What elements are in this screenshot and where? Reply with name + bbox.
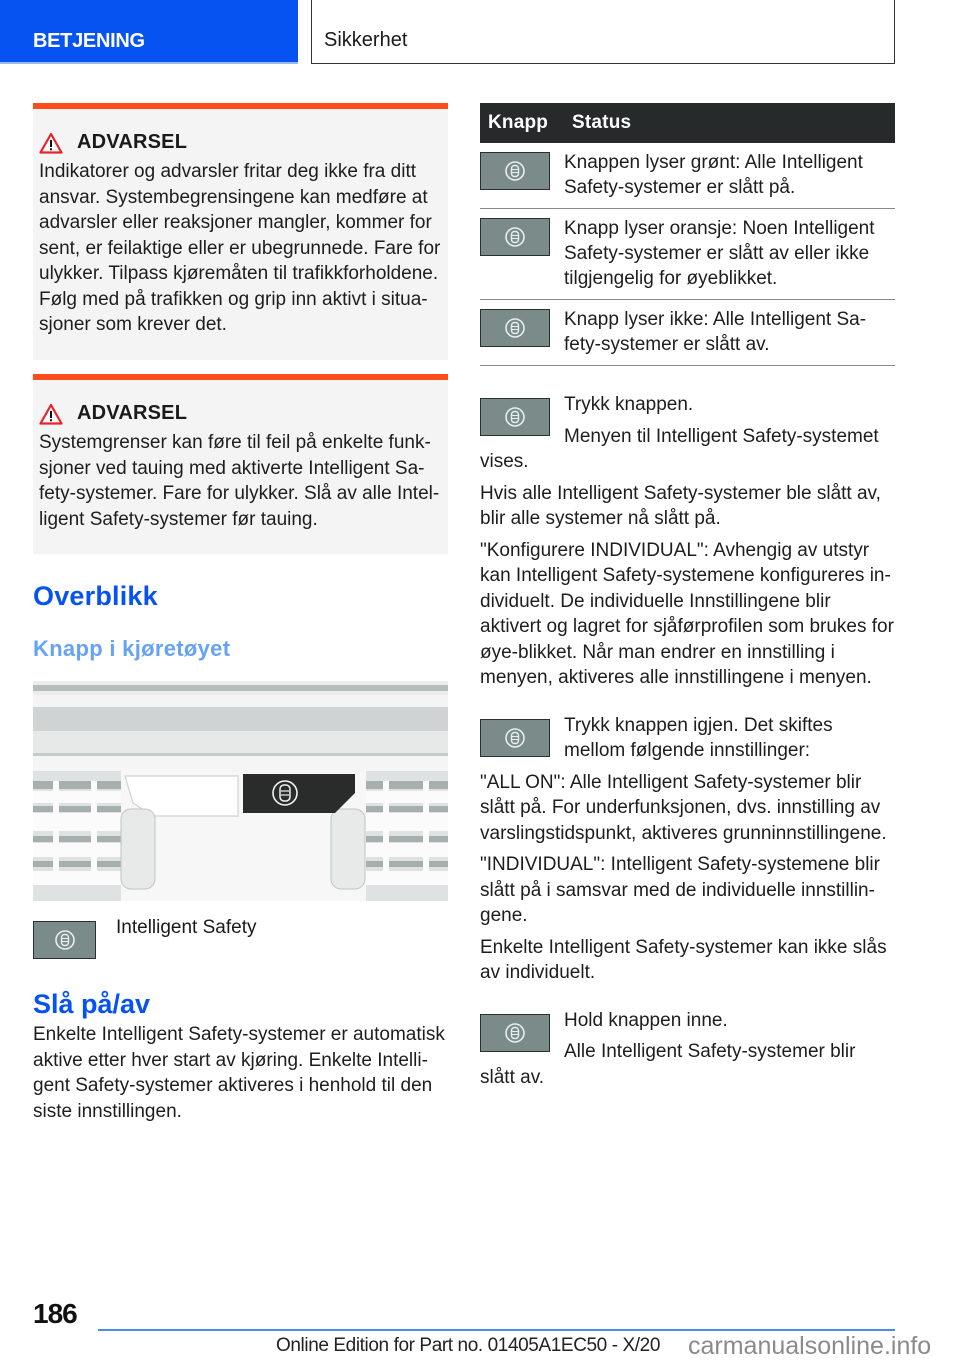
table-row bbox=[480, 209, 895, 300]
table-row bbox=[480, 143, 895, 209]
intelligent-safety-label: Intelligent Safety bbox=[116, 917, 257, 938]
column-header-status: Status bbox=[564, 103, 895, 143]
warning-title: ADVARSEL bbox=[77, 402, 188, 424]
paragraph: "Konfigurere INDIVIDUAL": Avhengig av utstyr kan Intelligent Safety-systemene konfigureres in-dividuelt. De individuelle Innstillingene blir aktivert og lagret for sjåførprofilen som brukes for øye-blikket. Når man endrer en innstilling i menyen, aktiveres alle innstillingene i menyen. bbox=[480, 539, 894, 688]
section-title: BETJENING bbox=[33, 30, 145, 52]
warning-header bbox=[39, 131, 442, 154]
right-column bbox=[480, 103, 895, 1090]
table-header-row bbox=[480, 103, 895, 143]
step-press-button bbox=[480, 392, 895, 475]
paragraph: Hvis alle Intelligent Safety-systemer ble slått av, blir alle systemer nå slått på. bbox=[480, 482, 881, 529]
intelligent-safety-button-icon bbox=[480, 218, 550, 256]
step-result: Alle Intelligent Safety-systemer blir slått av. bbox=[480, 1041, 856, 1088]
on-off-heading: Slå på/av bbox=[33, 989, 151, 1019]
warning-text: Indikatorer og advarsler fritar deg ikke fra ditt ansvar. Systembegrensingene kan medføre at advarsler eller reaksjoner mangler, kommer for sent, er feilaktige eller er ubegrunnede. Fare for ulykker. Tilpass kjøremåten til trafikkforholdene. Følg med på trafikken og grip inn aktivt i situa-sjoner som krever det. bbox=[39, 161, 441, 335]
watermark-link[interactable]: carmanualsonline.info bbox=[688, 1332, 932, 1360]
step-hold-button bbox=[480, 1008, 895, 1091]
icon-legend bbox=[33, 917, 448, 959]
intelligent-safety-button-icon bbox=[480, 398, 550, 436]
column-header-button: Knapp bbox=[480, 103, 564, 143]
footer-divider bbox=[98, 1329, 895, 1331]
warning-triangle-icon bbox=[39, 132, 63, 154]
table-row bbox=[480, 300, 895, 366]
edition-text: Online Edition for Part no. 01405A1EC50 - X/20 bbox=[276, 1335, 661, 1356]
warning-text: Systemgrenser kan føre til feil på enkelte funk-sjoner ved tauing med aktiverte Intelligent Sa-fety-systemer. Fare for ulykker. Slå av alle Intel-ligent Safety-systemer før tauing. bbox=[39, 432, 440, 530]
status-text: Knapp lyser ikke: Alle Intelligent Sa-fety-systemer er slått av. bbox=[564, 300, 895, 366]
status-table bbox=[480, 103, 895, 366]
warning-box bbox=[33, 103, 448, 360]
warning-box bbox=[33, 374, 448, 554]
status-text: Knapp lyser oransje: Noen Intelligent Safety-systemer er slått av eller ikke tilgjengelig for øyeblikket. bbox=[564, 209, 895, 300]
on-off-text: Enkelte Intelligent Safety-systemer er automatisk aktive etter hver start av kjøring. Enkelte Intelli-gent Safety-systemer aktiveres i henhold til den siste innstillingen. bbox=[33, 1024, 445, 1122]
overview-heading: Overblikk bbox=[33, 581, 158, 611]
intelligent-safety-button-icon bbox=[480, 719, 550, 757]
intelligent-safety-button-icon bbox=[33, 921, 96, 959]
section-tab bbox=[0, 0, 298, 64]
dashboard-illustration bbox=[33, 681, 448, 901]
step-action: Trykk knappen igjen. Det skiftes mellom følgende innstillinger: bbox=[564, 714, 833, 761]
step-action: Hold knappen inne. bbox=[564, 1009, 728, 1031]
left-column bbox=[33, 103, 448, 1124]
step-press-again bbox=[480, 713, 895, 764]
intelligent-safety-button-icon bbox=[480, 1014, 550, 1052]
paragraph: Enkelte Intelligent Safety-systemer kan ikke slås av individuelt. bbox=[480, 936, 887, 983]
step-action: Trykk knappen. bbox=[564, 394, 694, 415]
chapter-title: Sikkerhet bbox=[324, 29, 408, 51]
step-result: Menyen til Intelligent Safety-systemet vises. bbox=[480, 425, 879, 472]
intelligent-safety-button-icon bbox=[480, 309, 550, 347]
chapter-tab bbox=[311, 0, 895, 64]
warning-title: ADVARSEL bbox=[77, 131, 188, 153]
warning-triangle-icon bbox=[39, 403, 63, 425]
button-in-vehicle-heading: Knapp i kjøretøyet bbox=[33, 636, 231, 661]
status-text: Knappen lyser grønt: Alle Intelligent Safety-systemer er slått på. bbox=[564, 143, 895, 209]
intelligent-safety-button-icon bbox=[480, 152, 550, 190]
warning-header bbox=[39, 402, 442, 425]
page-number: 186 bbox=[33, 1298, 77, 1329]
paragraph: "INDIVIDUAL": Intelligent Safety-systemene blir slått på i samsvar med de individuelle innstillin-gene. bbox=[480, 854, 880, 926]
paragraph: "ALL ON": Alle Intelligent Safety-systemer blir slått på. For underfunksjonen, dvs. innstilling av varslingstidspunkt, aktiveres grunninnstillingene. bbox=[480, 771, 887, 844]
